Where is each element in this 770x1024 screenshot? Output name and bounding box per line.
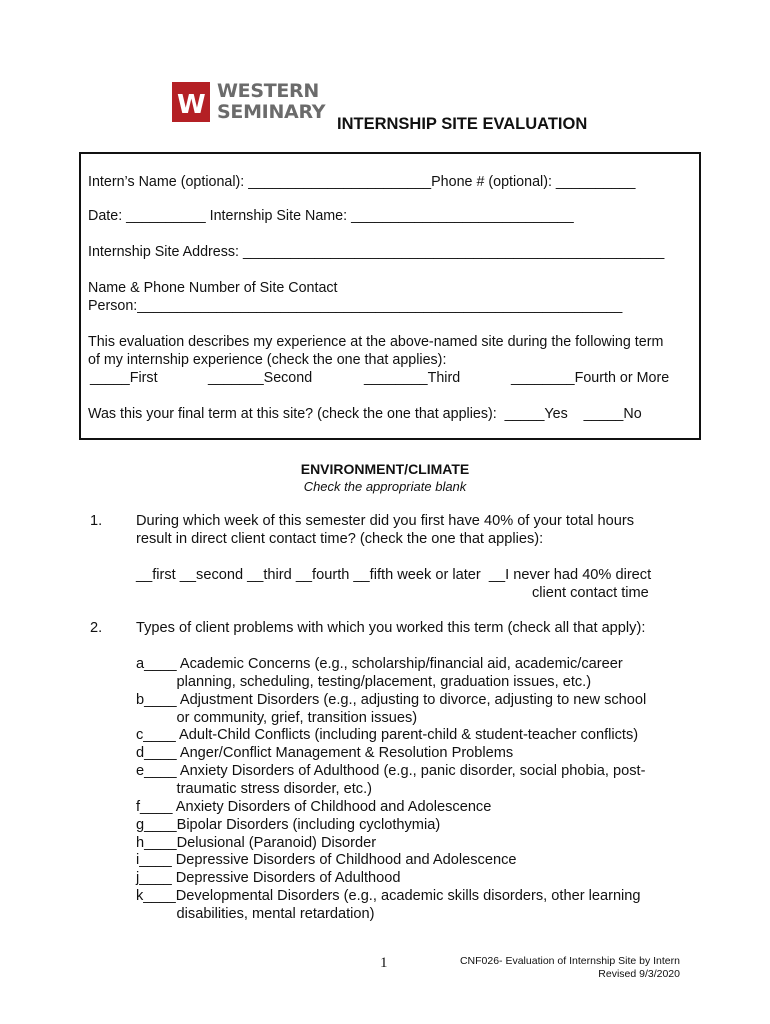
q2-item: traumatic stress disorder, etc.) [136, 781, 373, 797]
q1-text-1: During which week of this semester did you first have 40% of your total hours [136, 513, 635, 529]
footer-revised: Revised 9/3/2020 [598, 968, 680, 980]
logo-line-1: WESTERN [217, 80, 319, 102]
q2-item: planning, scheduling, testing/placement, graduation issues, etc.) [136, 674, 592, 690]
term-third-option[interactable]: ________Third [364, 370, 461, 386]
q1-number: 1. [90, 513, 103, 529]
q2-item[interactable]: f____ Anxiety Disorders of Childhood and Adolescence [136, 799, 492, 815]
term-second-option[interactable]: _______Second [208, 370, 313, 386]
term-description: This evaluation describes my experience at the above-named site during the following term [88, 334, 664, 350]
q1-text-2: result in direct client contact time? (check the one that applies): [136, 531, 544, 547]
page-title: INTERNSHIP SITE EVALUATION [337, 115, 588, 133]
page-number: 1 [380, 955, 388, 971]
name-phone-field[interactable]: Intern’s Name (optional): _______________________Phone # (optional): __________ [88, 174, 636, 190]
term-first-option[interactable]: _____First [90, 370, 158, 386]
q2-item[interactable]: a____ Academic Concerns (e.g., scholarship/financial aid, academic/career [136, 656, 623, 672]
footer-doc-id: CNF026- Evaluation of Internship Site by Intern [459, 955, 680, 967]
date-site-field[interactable]: Date: __________ Internship Site Name: ____________________________ [88, 208, 574, 224]
q1-options-2: client contact time [532, 585, 649, 601]
section-heading: ENVIRONMENT/CLIMATE [300, 461, 470, 477]
contact-person-field[interactable]: Person:_____________________________________________________________ [88, 298, 623, 314]
q2-item: disabilities, mental retardation) [136, 906, 375, 922]
contact-label: Name & Phone Number of Site Contact [88, 280, 338, 296]
q2-item[interactable]: d____ Anger/Conflict Management & Resolution Problems [136, 745, 514, 761]
q2-item[interactable]: b____ Adjustment Disorders (e.g., adjusting to divorce, adjusting to new school [136, 692, 647, 708]
q1-options[interactable]: __first __second __third __fourth __fifth week or later __I never had 40% direct [136, 567, 652, 583]
q2-item[interactable]: g____Bipolar Disorders (including cyclothymia) [136, 817, 441, 833]
q2-item[interactable]: c____ Adult-Child Conflicts (including parent-child & student-teacher conflicts) [136, 727, 639, 743]
q2-number: 2. [90, 620, 103, 636]
intern-info-box [79, 152, 701, 440]
final-term-question[interactable]: Was this your final term at this site? (check the one that applies): _____Yes _____No [88, 406, 642, 422]
logo-glyph: W [177, 90, 206, 120]
logo-mark [172, 82, 210, 122]
q2-item[interactable]: k____Developmental Disorders (e.g., academic skills disorders, other learning [136, 888, 641, 904]
q2-item[interactable]: e____ Anxiety Disorders of Adulthood (e.g., panic disorder, social phobia, post- [136, 763, 646, 779]
section-subheading: Check the appropriate blank [303, 479, 467, 494]
q2-item[interactable]: j____ Depressive Disorders of Adulthood [136, 870, 401, 886]
q2-item[interactable]: i____ Depressive Disorders of Childhood and Adolescence [136, 852, 517, 868]
term-fourth-option[interactable]: ________Fourth or More [511, 370, 670, 386]
term-description-2: of my internship experience (check the one that applies): [88, 352, 447, 368]
q2-item: or community, grief, transition issues) [136, 710, 418, 726]
q2-text: Types of client problems with which you worked this term (check all that apply): [136, 620, 646, 636]
logo-line-2: SEMINARY [217, 101, 326, 123]
q2-item[interactable]: h____Delusional (Paranoid) Disorder [136, 835, 377, 851]
site-address-field[interactable]: Internship Site Address: _____________________________________________________ [88, 244, 665, 260]
